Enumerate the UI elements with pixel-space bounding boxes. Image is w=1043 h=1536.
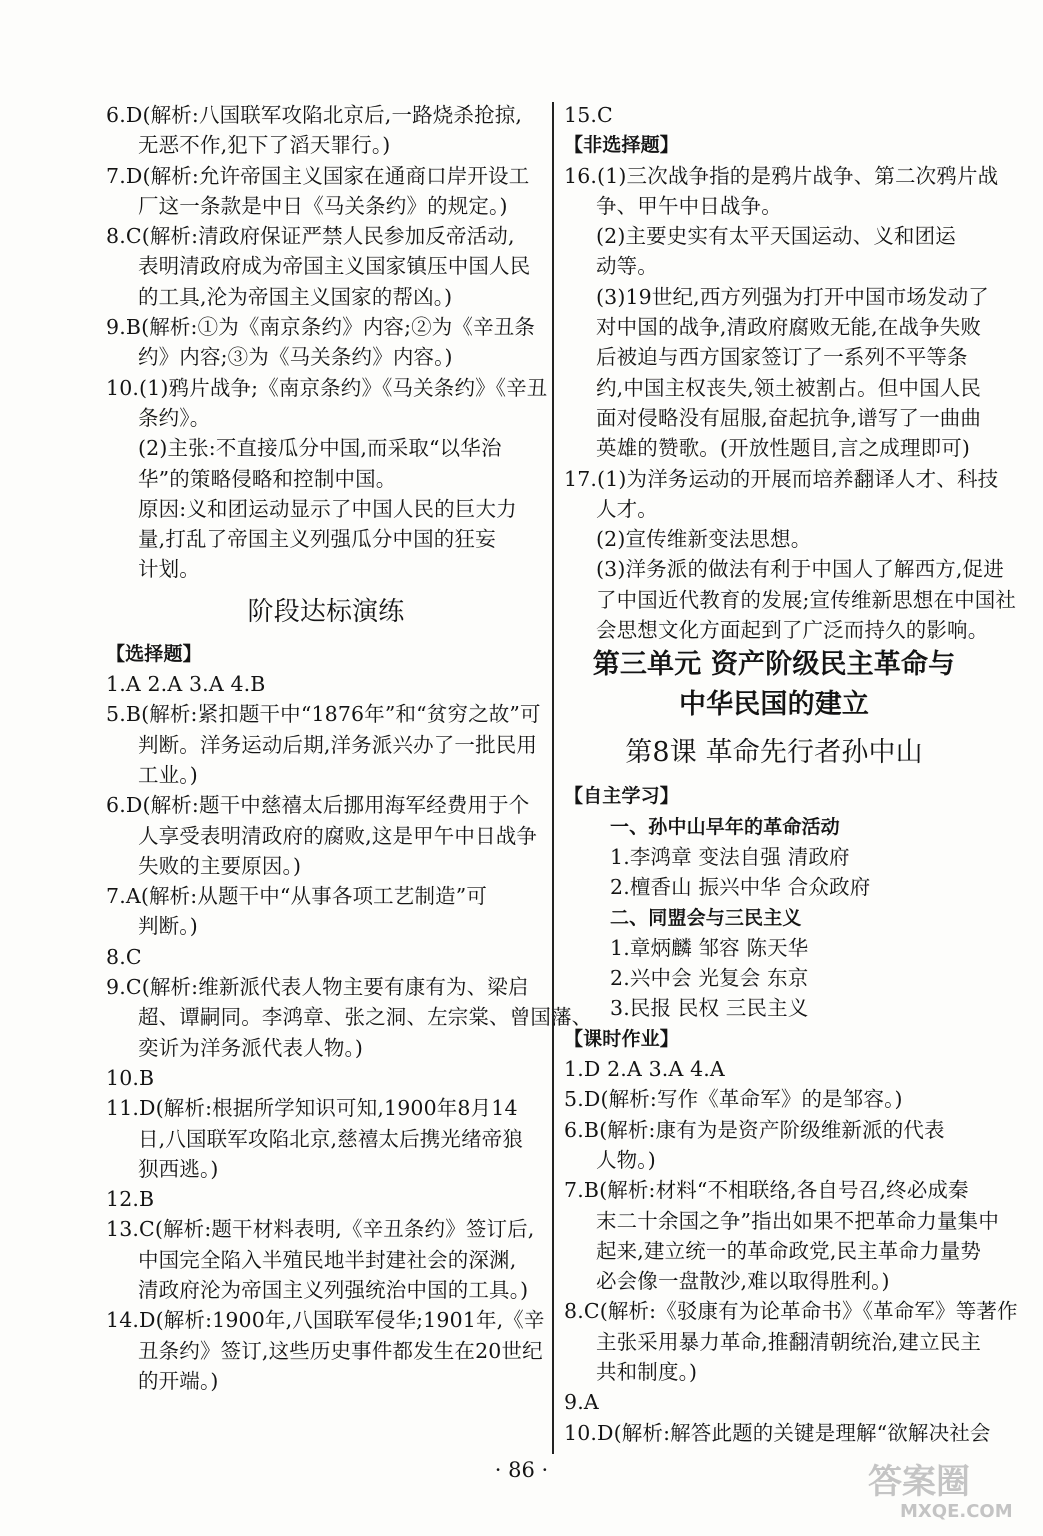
right-text-line: 1.李鸿章 变法自强 清政府	[610, 844, 850, 869]
left-text-line: 14.D(解析:1900年,八国联军侵华;1901年,《辛	[106, 1308, 545, 1333]
left-text-line: 失败的主要原因。)	[138, 853, 302, 878]
right-text-line: 后被迫与西方国家签订了一系列不平等条	[596, 345, 968, 370]
left-text-line: 的工具,沦为帝国主义国家的帮凶。)	[138, 284, 453, 309]
right-text-line: 1.章炳麟 邹容 陈天华	[610, 935, 809, 960]
left-text-line: 无恶不作,犯下了滔天罪行。)	[138, 133, 391, 158]
right-text-line: 3.民报 民权 三民主义	[610, 996, 809, 1021]
right-text-line: 争、甲午中日战争。	[596, 193, 782, 218]
left-text-line: 5.B(解析:紧扣题干中“1876年”和“贫穷之故”可	[106, 702, 541, 727]
right-text-line: 末二十余国之争”指出如果不把革命力量集中	[596, 1208, 999, 1233]
right-text-line: (3)洋务派的做法有利于中国人了解西方,促进	[596, 557, 1004, 582]
right-text-line: 起来,建立统一的革命政党,民主革命力量势	[596, 1238, 982, 1263]
right-text-line: 一、孙中山早年的革命活动	[610, 815, 840, 838]
right-text-line: 15.C	[564, 103, 613, 127]
left-text-line: 8.C	[106, 944, 142, 969]
right-text-line: 会思想文化方面起到了广泛而持久的影响。	[596, 618, 989, 643]
left-text-line: 工业。)	[138, 762, 198, 787]
watermark-logo	[860, 1455, 1030, 1525]
right-text-line: (3)19世纪,西方列强为打开中国市场发动了	[596, 284, 989, 309]
left-text-line: 10.B	[106, 1065, 155, 1090]
right-column	[564, 100, 1018, 1448]
right-text-line: 主张采用暴力革命,推翻清朝统治,建立民主	[596, 1329, 982, 1354]
right-text-line: 约,中国主权丧失,领土被割占。但中国人民	[596, 375, 982, 400]
left-text-line: 表明清政府成为帝国主义国家镇压中国人民	[138, 254, 531, 279]
left-text-line: 11.D(解析:根据所学知识可知,1900年8月14	[106, 1096, 518, 1121]
right-text-line: 第三单元 资产阶级民主革命与	[592, 649, 956, 681]
left-text-line: 人享受表明清政府的腐败,这是甲午中日战争	[138, 823, 538, 848]
right-text-line: 2.檀香山 振兴中华 合众政府	[610, 875, 871, 900]
right-text-line: 1.D 2.A 3.A 4.A	[564, 1057, 725, 1082]
left-text-line: 判断。)	[138, 914, 198, 939]
right-text-line: 9.A	[564, 1390, 599, 1415]
right-text-line: 人才。	[596, 496, 658, 521]
left-text-line: 6.D(解析:八国联军攻陷北京后,一路烧杀抢掠,	[106, 103, 523, 127]
left-text-line: 12.B	[106, 1187, 155, 1212]
left-text-line: 约》内容;③为《马关条约》内容。)	[138, 345, 453, 370]
right-text-line: 7.B(解析:材料“不相联络,各自号召,终必成秦	[564, 1178, 969, 1203]
left-text-line: 奕䜣为洋务派代表人物。)	[138, 1035, 364, 1060]
column-divider	[552, 102, 554, 1454]
left-text-line: 华”的策略侵略和控制中国。	[138, 466, 397, 491]
right-text-line: 2.兴中会 光复会 东京	[610, 966, 809, 991]
right-text-line: 5.D(解析:写作《革命军》的是邹容。)	[564, 1087, 903, 1112]
page-number: · 86 ·	[494, 1458, 549, 1482]
right-text-line: 6.B(解析:康有为是资产阶级维新派的代表	[564, 1117, 945, 1142]
right-text-line: 英雄的赞歌。(开放性题目,言之成理即可)	[596, 436, 971, 461]
right-text-line: 二、同盟会与三民主义	[610, 906, 802, 929]
left-text-line: 条约》。	[138, 405, 211, 430]
right-text-line: 【课时作业】	[564, 1027, 679, 1050]
right-text-line: 必会像一盘散沙,难以取得胜利。)	[596, 1269, 890, 1294]
right-text-line: 了中国近代教育的发展;宣传维新思想在中国社	[596, 587, 1017, 612]
right-text-line: 人物。)	[596, 1147, 656, 1172]
left-text-line: 丑条约》签订,这些历史事件都发生在20世纪	[138, 1338, 543, 1363]
left-text-line: (2)主张:不直接瓜分中国,而采取“以华治	[138, 436, 502, 461]
left-text-line: 中国完全陷入半殖民地半封建社会的深渊,	[138, 1247, 517, 1272]
left-text-line: 7.A(解析:从题干中“从事各项工艺制造”可	[106, 884, 488, 909]
left-text-line: 【选择题】	[106, 642, 202, 665]
left-text-line: 计划。	[138, 557, 200, 582]
right-text-line: 中华民国的建立	[678, 689, 870, 721]
left-text-line: 狈西逃。)	[138, 1156, 219, 1181]
watermark-bottom-text: MXQE.COM	[900, 1501, 1013, 1522]
right-text-line: 16.(1)三次战争指的是鸦片战争、第二次鸦片战	[564, 163, 999, 188]
right-text-line: 8.C(解析:《驳康有为论革命书》《革命军》等著作	[564, 1299, 1018, 1324]
watermark-top-text: 答案圈	[868, 1462, 970, 1502]
left-text-line: 原因:义和团运动显示了中国人民的巨大力	[138, 496, 517, 521]
left-text-line: 日,八国联军攻陷北京,慈禧太后携光绪帝狼	[138, 1126, 524, 1151]
left-text-line: 超、谭嗣同。李鸿章、张之洞、左宗棠、曾国藩、	[138, 1005, 593, 1030]
left-text-line: 1.A 2.A 3.A 4.B	[106, 672, 266, 697]
left-text-line: 6.D(解析:题干中慈禧太后挪用海军经费用于个	[106, 793, 530, 818]
right-text-line: 动等。	[596, 254, 658, 279]
right-text-line: 【非选择题】	[564, 134, 679, 157]
left-text-line: 9.C(解析:维新派代表人物主要有康有为、梁启	[106, 975, 529, 1000]
left-text-line: 厂这一条款是中日《马关条约》的规定。)	[138, 193, 508, 218]
left-text-line: 的开端。)	[138, 1368, 219, 1393]
right-text-line: 面对侵略没有屈服,奋起抗争,谱写了一曲曲	[596, 405, 982, 430]
left-text-line: 7.D(解析:允许帝国主义国家在通商口岸开设工	[106, 163, 530, 188]
watermark-stamp-icon	[860, 1455, 1030, 1525]
right-text-line: 对中国的战争,清政府腐败无能,在战争失败	[596, 315, 982, 340]
right-text-line: 17.(1)为洋务运动的开展而培养翻译人才、科技	[564, 466, 999, 491]
right-text-line: 【自主学习】	[564, 785, 679, 808]
left-text-line: 13.C(解析:题干材料表明,《辛丑条约》签订后,	[106, 1217, 535, 1242]
right-text-line: (2)宣传维新变法思想。	[596, 527, 812, 552]
right-text-line: 第8课 革命先行者孙中山	[625, 737, 923, 769]
left-text-line: 量,打乱了帝国主义列强瓜分中国的狂妄	[138, 527, 496, 552]
left-text-line: 10.(1)鸦片战争;《南京条约》《马关条约》《辛丑	[106, 375, 548, 400]
left-text-line: 阶段达标演练	[247, 596, 405, 627]
left-text-line: 9.B(解析:①为《南京条约》内容;②为《辛丑条	[106, 315, 536, 340]
right-text-line: 共和制度。)	[596, 1359, 698, 1384]
right-text-line: 10.D(解析:解答此题的关键是理解“欲解决社会	[564, 1420, 991, 1445]
left-text-line: 8.C(解析:清政府保证严禁人民参加反帝活动,	[106, 224, 515, 249]
right-text-line: (2)主要史实有太平天国运动、义和团运	[596, 224, 956, 249]
left-text-line: 判断。洋务运动后期,洋务派兴办了一批民用	[138, 732, 538, 757]
left-text-line: 清政府沦为帝国主义列强统治中国的工具。)	[138, 1277, 529, 1302]
